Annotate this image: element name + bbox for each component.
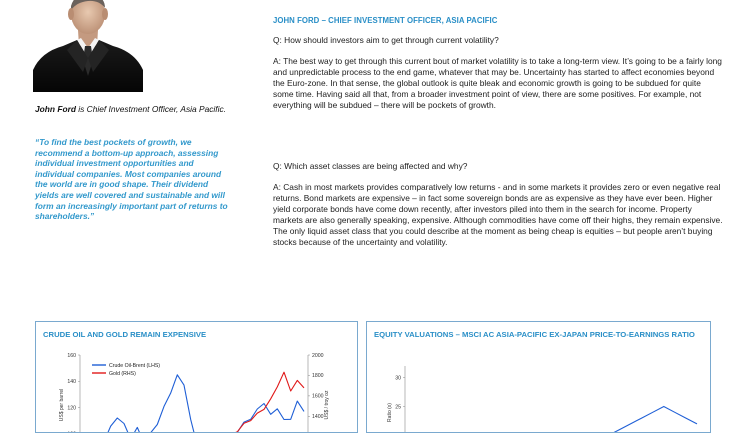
profile-caption <box>35 104 230 115</box>
profile-name: John Ford <box>35 104 76 114</box>
left-tick-label: 140 <box>67 379 76 385</box>
portrait-image <box>33 0 143 92</box>
oil-gold-chart <box>36 322 357 432</box>
right-tick-label: 2000 <box>312 353 324 359</box>
right-tick-label: 1800 <box>312 373 324 379</box>
legend-oil-label: Crude Oil-Brent (LHS) <box>109 363 160 369</box>
left-tick-label: 120 <box>67 405 76 411</box>
pe-chart-panel <box>366 321 711 433</box>
answer-1: A: The best way to get through this current bout of market volatility is to take a long-term view. It’s going to be a fairly long and unpredictable process to the end game, whatever that may be. Uncertainty has started to affect economies beyond the Euro-zone. In that sense, the global outlook is quite bleak and economic growth is going to be subdued for quite some time. Having said all that, from a broader investment point of view, there are some positives. For example, not everything will be subdued – there will be pockets of growth. <box>273 56 723 111</box>
question-2: Q: Which asset classes are being affected and why? <box>273 161 723 172</box>
pe-series-line <box>409 407 697 433</box>
right-tick-label: 1600 <box>312 394 324 400</box>
interview-heading: JOHN FORD – CHIEF INVESTMENT OFFICER, ASIA PACIFIC <box>273 16 497 25</box>
oil-series-line <box>84 375 304 432</box>
pull-quote: “To find the best pockets of growth, we recommend a bottom-up approach, assessing individual investment opportunities and individual companies. Most companies around the world are in good shape. Their dividend yields are well covered and sustainable and will form an increasingly important part of returns to shareholders.” <box>35 137 230 222</box>
right-axis-label: US$ / troy oz <box>324 390 330 419</box>
legend-gold-label: Gold (RHS) <box>109 371 136 377</box>
pe-tick-label: 25 <box>395 404 401 410</box>
pe-chart-title: EQUITY VALUATIONS – MSCI AC ASIA-PACIFIC EX-JAPAN PRICE-TO-EARNINGS RATIO <box>374 330 704 340</box>
left-axis-label: US$ per barrel <box>59 389 65 422</box>
answer-2: A: Cash in most markets provides comparatively low returns - and in some markets it provides zero or even negative real returns. Bond markets are expensive – in fact some sovereign bonds are as expensive as they have ever been. Higher yield corporate bonds have come down recently, after investors piled into them in the search for income. Property markets are also generally speaking, expensive. Although commodities have come off their highs, they remain expensive. The only liquid asset class that you could describe at the moment as being cheap is equities – but people aren’t buying stocks because of the uncertainty and volatility. <box>273 182 723 247</box>
right-tick-label: 1400 <box>312 414 324 420</box>
left-tick-label: 160 <box>67 353 76 359</box>
question-1: Q: How should investors aim to get through current volatility? <box>273 35 723 46</box>
gold-series-line <box>84 372 304 432</box>
profile-photo <box>33 0 143 92</box>
profile-role: is Chief Investment Officer, Asia Pacific. <box>76 104 226 114</box>
oil-gold-chart-title: CRUDE OIL AND GOLD REMAIN EXPENSIVE <box>43 330 206 340</box>
pe-tick-label: 30 <box>395 375 401 381</box>
pe-axis-label: Ratio (x) <box>387 403 393 422</box>
pe-chart <box>367 322 710 432</box>
oil-gold-chart-panel <box>35 321 358 433</box>
